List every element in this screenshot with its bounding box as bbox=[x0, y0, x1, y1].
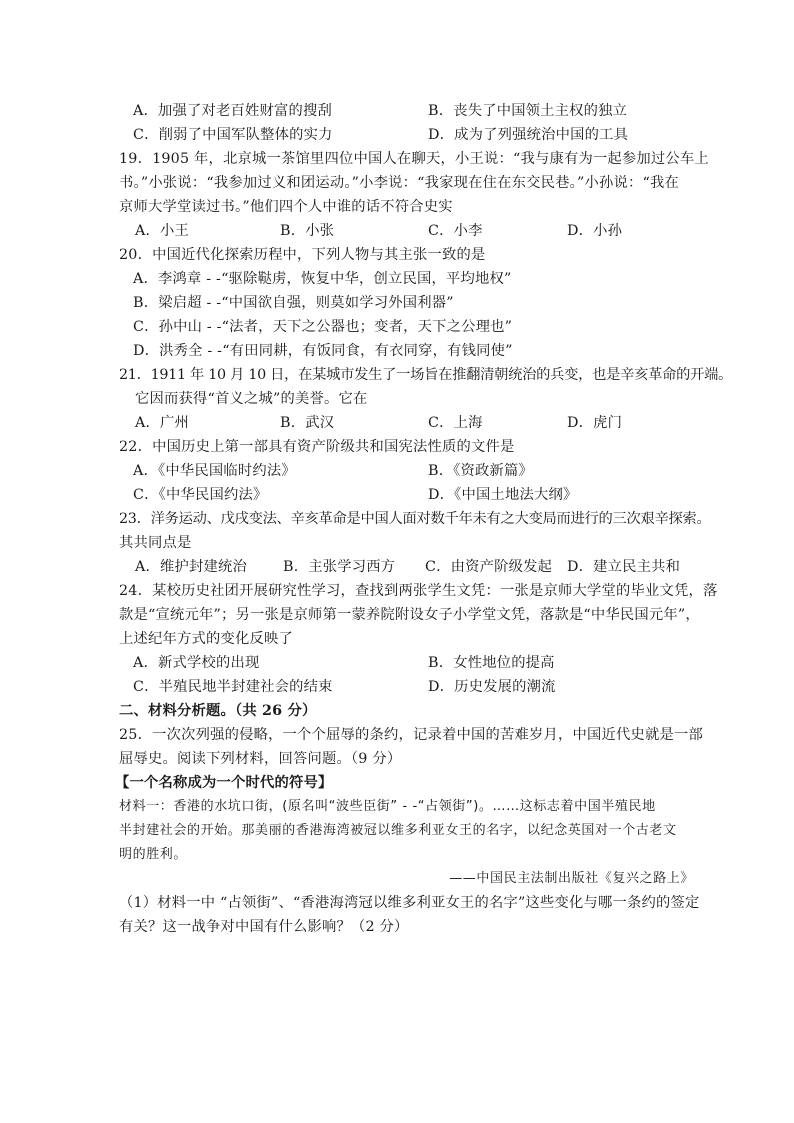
q25-stem-line2: 屈辱史。阅读下列材料，回答问题。（9 分） bbox=[119, 751, 402, 767]
q18-option-d: D．成为了列强统治中国的工具 bbox=[428, 127, 629, 143]
q20-option-c: C．孙中山 - -“法者，天下之公器也；变者，天下之公理也” bbox=[133, 319, 513, 335]
q24-stem-line2: 款是“宣统元年”；另一张是京师第一蒙养院附设女子小学堂文凭，落款是“中华民国元年”， bbox=[119, 607, 700, 623]
q19-option-c: C．小李 bbox=[428, 223, 483, 239]
q23-stem-line2: 其共同点是 bbox=[119, 535, 192, 551]
q24-option-c: C．半殖民地半封建社会的结束 bbox=[133, 679, 333, 695]
q23-option-c: C．由资产阶级发起 bbox=[425, 559, 553, 575]
q19-option-a: A．小王 bbox=[135, 223, 190, 239]
q25-material1-line2: 半封建社会的开始。那美丽的香港海湾被冠以维多利亚女王的名字，以纪念英国对一个古老文 bbox=[119, 823, 677, 838]
q24-stem-line3: 上述纪年方式的变化反映了 bbox=[119, 631, 293, 647]
q21-option-d: D．虎门 bbox=[567, 415, 623, 431]
q23-option-d: D．建立民主共和 bbox=[567, 559, 681, 575]
q23-option-b: B．主张学习西方 bbox=[283, 559, 396, 575]
q24-option-b: B．女性地位的提高 bbox=[428, 655, 555, 671]
q23-option-a: A．维护封建统治 bbox=[135, 559, 248, 575]
q18-option-b: B．丧失了中国领土主权的独立 bbox=[428, 103, 628, 119]
q24-option-a: A．新式学校的出现 bbox=[133, 655, 260, 671]
q20-option-a: A．李鸿章 - -“驱除鞑虏，恢复中华，创立民国，平均地权” bbox=[133, 271, 512, 287]
q21-stem-line1: 21．1911 年 10 月 10 日，在某城市发生了一场旨在推翻清朝统治的兵变，也是辛亥革命的开端。 bbox=[119, 367, 733, 383]
q25-material1-line1: 材料一：香港的水坑口街，(原名叫“波些臣街” - -“占领街”)。……这标志着中国半殖民地 bbox=[119, 799, 656, 814]
section2-title: 二、材料分析题。（共 26 分） bbox=[119, 703, 317, 719]
q20-stem: 20．中国近代化探索历程中，下列人物与其主张一致的是 bbox=[119, 247, 486, 263]
q21-option-a: A．广州 bbox=[135, 415, 190, 431]
q19-option-d: D．小孙 bbox=[567, 223, 623, 239]
q22-option-b: B．《资政新篇》 bbox=[428, 463, 534, 479]
q21-option-c: C．上海 bbox=[428, 415, 483, 431]
q22-option-d: D．《中国土地法大纲》 bbox=[428, 487, 578, 503]
q25-material1-line3: 明的胜利。 bbox=[119, 847, 188, 862]
q23-stem-line1: 23．洋务运动、戊戌变法、辛亥革命是中国人面对数千年未有之大变局而进行的三次艰辛探索。 bbox=[119, 511, 711, 527]
q22-option-c: C．《中华民国约法》 bbox=[133, 487, 268, 503]
q21-option-b: B．武汉 bbox=[280, 415, 335, 431]
q18-option-a: A．加强了对老百姓财富的搜刮 bbox=[133, 103, 332, 119]
q19-option-b: B．小张 bbox=[280, 223, 335, 239]
q24-option-d: D．历史发展的潮流 bbox=[428, 679, 556, 695]
q19-stem-line3: 京师大学堂读过书。”他们四个人中谁的话不符合史实 bbox=[119, 199, 453, 215]
q19-stem-line1: 19．1905 年，北京城一茶馆里四位中国人在聊天，小王说：“我与康有为一起参加过公车上 bbox=[119, 151, 709, 167]
q25-material-heading: 【一个名称成为一个时代的符号】 bbox=[115, 775, 333, 791]
q22-stem: 22．中国历史上第一部具有资产阶级共和国宪法性质的文件是 bbox=[119, 439, 515, 455]
q24-stem-line1: 24．某校历史社团开展研究性学习，查找到两张学生文凭：一张是京师大学堂的毕业文凭，落 bbox=[119, 583, 718, 599]
q25-sub1-line1: （1）材料一中 “占领街”、“香港海湾冠以维多利亚女王的名字”这些变化与哪一条约的签定 bbox=[119, 895, 700, 911]
q25-sub1-line2: 有关？这一战争对中国有什么影响？（2 分） bbox=[119, 919, 409, 935]
q22-option-a: A．《中华民国临时约法》 bbox=[133, 463, 296, 479]
q20-option-d: D．洪秀全 - -“有田同耕，有饭同食，有衣同穿，有钱同使” bbox=[133, 343, 513, 359]
q19-stem-line2: 书。”小张说：“我参加过义和团运动。”小李说：“我家现在住在东交民巷。”小孙说：“我在 bbox=[119, 175, 679, 191]
q18-option-c: C．削弱了中国军队整体的实力 bbox=[133, 127, 333, 143]
q25-stem-line1: 25．一次次列强的侵略，一个个屈辱的条约，记录着中国的苦难岁月，中国近代史就是一部 bbox=[119, 727, 703, 743]
q20-option-b: B．梁启超 - -“中国欲自强，则莫如学习外国利器” bbox=[133, 295, 454, 311]
q25-material1-source: ——中国民主法制出版社《复兴之路上》 bbox=[449, 871, 694, 886]
q21-stem-line2: 它因而获得“首义之城”的美誉。它在 bbox=[135, 391, 368, 407]
